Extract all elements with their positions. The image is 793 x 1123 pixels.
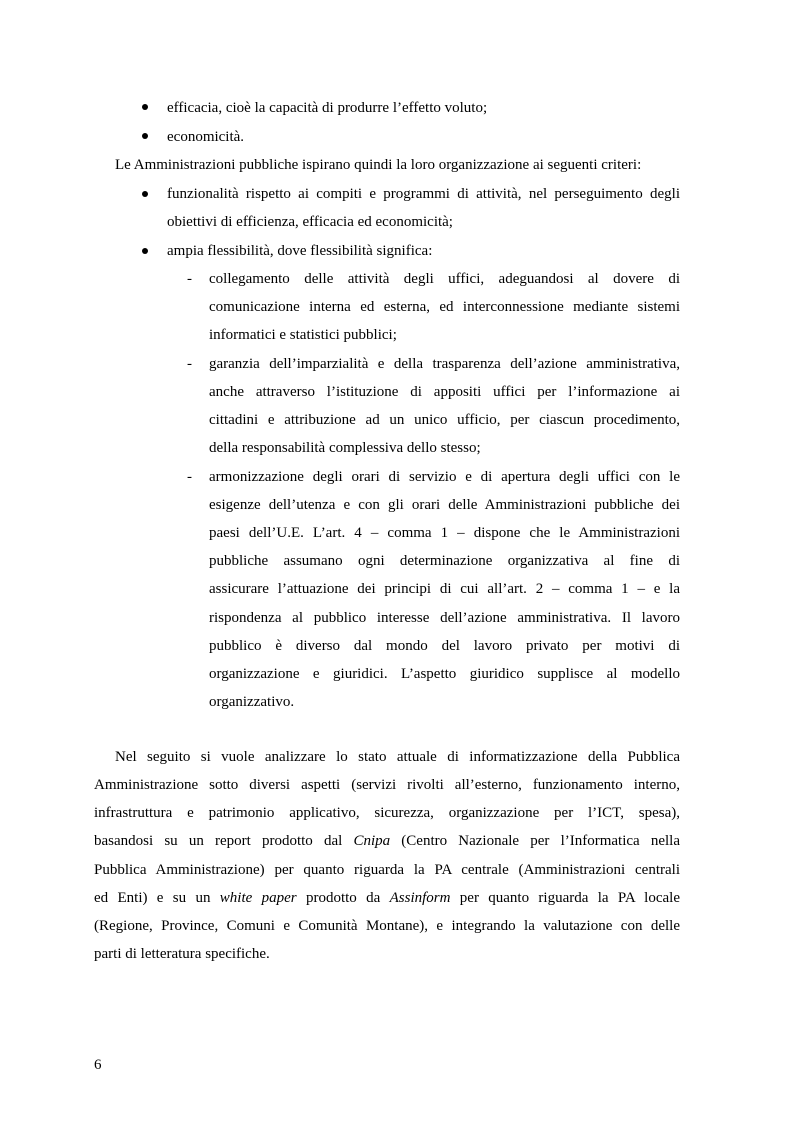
sub-item-3-line-6: rispondenza al pubblico interesse dell’azione amministrativa. Il lavoro xyxy=(209,610,680,626)
text-run: ed Enti) e su un xyxy=(94,890,220,906)
dash-marker: - xyxy=(187,356,192,372)
paragraph-line-3: infrastruttura e patrimonio applicativo, sicurezza, organizzazione per l’ICT, spesa), xyxy=(94,805,680,821)
sub-item-2-line-1: garanzia dell’imparzialità e della trasparenza dell’azione amministrativa, xyxy=(209,356,680,372)
sub-item-3-line-9: organizzativo. xyxy=(209,694,295,710)
text-run: (Centro Nazionale per l’Informatica nella xyxy=(390,833,681,849)
paragraph-line-4 xyxy=(94,832,680,850)
text-run: basandosi su un report prodotto dal xyxy=(94,833,354,849)
white-paper-emphasis: white paper xyxy=(219,890,297,906)
sub-item-2-line-4: della responsabilità complessiva dello stesso; xyxy=(209,440,481,456)
assinform-emphasis: Assinform xyxy=(389,890,451,906)
dash-marker: - xyxy=(187,469,192,485)
paragraph-line-6 xyxy=(94,889,680,907)
paragraph-line-8: parti di letteratura specifiche. xyxy=(94,946,270,962)
sub-item-3-line-7: pubblico è diverso dal mondo del lavoro privato per motivi di xyxy=(209,638,680,654)
paragraph-line-5: Pubblica Amministrazione) per quanto riguarda la PA centrale (Amministrazioni centrali xyxy=(94,862,680,878)
bullet-icon xyxy=(142,104,148,110)
sub-item-1-line-1: collegamento delle attività degli uffici, adeguandosi al dovere di xyxy=(209,271,680,287)
sub-item-3-line-4: pubbliche assumano ogni determinazione organizzativa al fine di xyxy=(209,553,680,569)
text-run: prodotto da xyxy=(296,890,390,906)
sub-item-3-line-3: paesi dell’U.E. L’art. 4 – comma 1 – dispone che le Amministrazioni xyxy=(209,525,680,541)
bullet-text-efficacia: efficacia, cioè la capacità di produrre l’effetto voluto; xyxy=(167,100,488,116)
sub-item-1-line-2: comunicazione interna ed esterna, ed interconnessione mediante sistemi xyxy=(209,299,680,315)
sub-item-3-line-5: assicurare l’attuazione dei principi di cui all’art. 2 – comma 1 – e la xyxy=(209,581,680,597)
bullet-icon xyxy=(142,191,148,197)
bullet-icon xyxy=(142,248,148,254)
bullet-text-economicita: economicità. xyxy=(167,129,245,145)
sub-item-3-line-8: organizzazione e giuridici. L’aspetto giuridico supplisce al modello xyxy=(209,666,680,682)
paragraph-line-1: Nel seguito si vuole analizzare lo stato attuale di informatizzazione della Pubblica xyxy=(115,749,680,765)
cnipa-emphasis: Cnipa xyxy=(353,833,391,849)
criteria-item-1-line-1: funzionalità rispetto ai compiti e programmi di attività, nel perseguimento degli xyxy=(167,186,680,202)
sub-item-1-line-3: informatici e statistici pubblici; xyxy=(209,327,397,343)
text-run: per quanto riguarda la PA locale xyxy=(450,890,680,906)
sub-item-3-line-2: esigenze dell’utenza e con gli orari delle Amministrazioni pubbliche dei xyxy=(209,497,680,513)
bullet-icon xyxy=(142,133,148,139)
page-number: 6 xyxy=(94,1057,102,1073)
criteria-item-1-line-2: obiettivi di efficienza, efficacia ed economicità; xyxy=(167,214,453,230)
intro-line: Le Amministrazioni pubbliche ispirano quindi la loro organizzazione ai seguenti criteri: xyxy=(115,157,642,173)
dash-marker: - xyxy=(187,271,192,287)
criteria-item-2-line-1: ampia flessibilità, dove flessibilità significa: xyxy=(167,243,433,259)
sub-item-3-line-1: armonizzazione degli orari di servizio e di apertura degli uffici con le xyxy=(209,469,680,485)
sub-item-2-line-2: anche attraverso l’istituzione di appositi uffici per l’informazione ai xyxy=(209,384,680,400)
paragraph-line-2: Amministrazione sotto diversi aspetti (servizi rivolti all’esterno, funzionamento interno, xyxy=(94,777,680,793)
paragraph-line-7: (Regione, Province, Comuni e Comunità Montane), e integrando la valutazione con delle xyxy=(94,918,680,934)
sub-item-2-line-3: cittadini e attribuzione ad un unico ufficio, per ciascun procedimento, xyxy=(209,412,680,428)
